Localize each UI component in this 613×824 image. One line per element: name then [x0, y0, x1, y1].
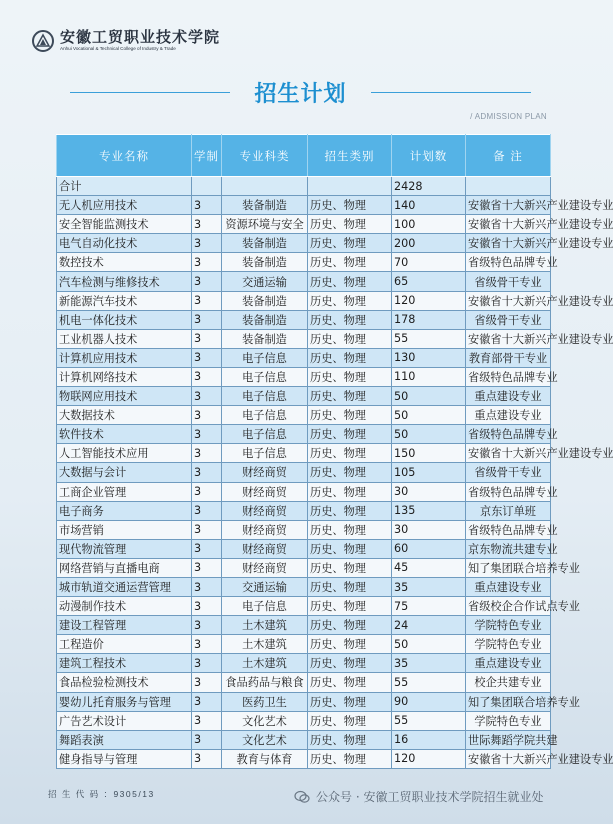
major-name-cell: 安全智能监测技术	[57, 215, 192, 234]
note-cell: 省级特色品牌专业	[466, 520, 551, 539]
note-cell: 省级骨干专业	[466, 463, 551, 482]
years-cell: 3	[192, 635, 222, 654]
major-name-cell: 舞蹈表演	[57, 730, 192, 749]
major-name-cell: 机电一体化技术	[57, 310, 192, 329]
note-cell: 安徽省十大新兴产业建设专业	[466, 329, 551, 348]
years-cell: 3	[192, 482, 222, 501]
major-name-cell: 工程造价	[57, 635, 192, 654]
major-name-cell: 网络营销与直播电商	[57, 558, 192, 577]
note-cell: 省级校企合作试点专业	[466, 597, 551, 616]
years-cell: 3	[192, 310, 222, 329]
plan-count-cell: 65	[392, 272, 466, 291]
admission-type-cell: 历史、物理	[308, 692, 392, 711]
category-cell: 装备制造	[222, 291, 308, 310]
title-divider-left	[70, 92, 230, 93]
table-row	[57, 196, 551, 215]
category-cell: 电子信息	[222, 425, 308, 444]
major-name-cell: 婴幼儿托育服务与管理	[57, 692, 192, 711]
years-cell: 3	[192, 711, 222, 730]
note-cell: 学院特色专业	[466, 635, 551, 654]
plan-count-cell: 50	[392, 635, 466, 654]
category-cell: 电子信息	[222, 387, 308, 406]
total-empty-cell	[192, 177, 222, 196]
note-cell: 重点建设专业	[466, 654, 551, 673]
years-cell: 3	[192, 348, 222, 367]
years-cell: 3	[192, 616, 222, 635]
table-row	[57, 329, 551, 348]
table-row	[57, 215, 551, 234]
table-row	[57, 558, 551, 577]
admission-type-cell: 历史、物理	[308, 310, 392, 329]
table-row	[57, 425, 551, 444]
major-name-cell: 电气自动化技术	[57, 234, 192, 253]
admission-type-cell: 历史、物理	[308, 673, 392, 692]
table-row	[57, 692, 551, 711]
category-cell: 财经商贸	[222, 558, 308, 577]
category-cell: 装备制造	[222, 329, 308, 348]
major-name-cell: 计算机应用技术	[57, 348, 192, 367]
years-cell: 3	[192, 444, 222, 463]
category-cell: 土木建筑	[222, 635, 308, 654]
category-cell: 文化艺术	[222, 711, 308, 730]
school-name-en: Anhui Vocational & Technical College of Industry & Trade	[60, 46, 176, 52]
table-row	[57, 673, 551, 692]
note-cell: 安徽省十大新兴产业建设专业	[466, 291, 551, 310]
major-name-cell: 动漫制作技术	[57, 597, 192, 616]
admission-type-cell: 历史、物理	[308, 539, 392, 558]
major-name-cell: 新能源汽车技术	[57, 291, 192, 310]
note-cell: 重点建设专业	[466, 387, 551, 406]
category-cell: 财经商贸	[222, 501, 308, 520]
note-cell: 安徽省十大新兴产业建设专业	[466, 749, 551, 768]
years-cell: 3	[192, 577, 222, 596]
header-note: 备 注	[466, 135, 551, 177]
plan-count-cell: 120	[392, 291, 466, 310]
admission-type-cell: 历史、物理	[308, 367, 392, 386]
category-cell: 文化艺术	[222, 730, 308, 749]
major-name-cell: 城市轨道交通运营管理	[57, 577, 192, 596]
note-cell: 安徽省十大新兴产业建设专业	[466, 234, 551, 253]
note-cell: 知了集团联合培养专业	[466, 692, 551, 711]
years-cell: 3	[192, 463, 222, 482]
note-cell: 重点建设专业	[466, 406, 551, 425]
note-cell: 重点建设专业	[466, 577, 551, 596]
years-cell: 3	[192, 387, 222, 406]
title-row	[0, 72, 601, 112]
note-cell: 安徽省十大新兴产业建设专业	[466, 196, 551, 215]
years-cell: 3	[192, 520, 222, 539]
category-cell: 电子信息	[222, 406, 308, 425]
plan-count-cell: 24	[392, 616, 466, 635]
years-cell: 3	[192, 730, 222, 749]
table-row	[57, 463, 551, 482]
plan-count-cell: 50	[392, 406, 466, 425]
years-cell: 3	[192, 234, 222, 253]
major-name-cell: 汽车检测与维修技术	[57, 272, 192, 291]
years-cell: 3	[192, 501, 222, 520]
major-name-cell: 物联网应用技术	[57, 387, 192, 406]
admission-type-cell: 历史、物理	[308, 520, 392, 539]
plan-count-cell: 35	[392, 577, 466, 596]
plan-count-cell: 200	[392, 234, 466, 253]
table-row	[57, 749, 551, 768]
header-count: 计划数	[392, 135, 466, 177]
plan-count-cell: 178	[392, 310, 466, 329]
admission-type-cell: 历史、物理	[308, 387, 392, 406]
category-cell: 交通运输	[222, 577, 308, 596]
major-name-cell: 软件技术	[57, 425, 192, 444]
school-name-cn: 安徽工贸职业技术学院	[60, 28, 221, 47]
admission-type-cell: 历史、物理	[308, 597, 392, 616]
admission-type-cell: 历史、物理	[308, 577, 392, 596]
table-row	[57, 654, 551, 673]
table-row	[57, 539, 551, 558]
admission-type-cell: 历史、物理	[308, 654, 392, 673]
category-cell: 资源环境与安全	[222, 215, 308, 234]
plan-count-cell: 60	[392, 539, 466, 558]
title-divider-right	[371, 92, 531, 93]
note-cell: 省级特色品牌专业	[466, 367, 551, 386]
header-category: 专业科类	[222, 135, 308, 177]
admission-type-cell: 历史、物理	[308, 635, 392, 654]
plan-count-cell: 100	[392, 215, 466, 234]
total-row	[57, 177, 551, 196]
major-name-cell: 数控技术	[57, 253, 192, 272]
table-row	[57, 387, 551, 406]
page-subtitle: / ADMISSION PLAN	[470, 112, 547, 121]
admission-type-cell: 历史、物理	[308, 444, 392, 463]
admission-type-cell: 历史、物理	[308, 463, 392, 482]
major-name-cell: 食品检验检测技术	[57, 673, 192, 692]
admission-type-cell: 历史、物理	[308, 482, 392, 501]
years-cell: 3	[192, 673, 222, 692]
major-name-cell: 无人机应用技术	[57, 196, 192, 215]
plan-count-cell: 45	[392, 558, 466, 577]
category-cell: 装备制造	[222, 196, 308, 215]
plan-count-cell: 90	[392, 692, 466, 711]
years-cell: 3	[192, 329, 222, 348]
plan-count-cell: 75	[392, 597, 466, 616]
total-empty-cell	[222, 177, 308, 196]
table-row	[57, 406, 551, 425]
category-cell: 装备制造	[222, 310, 308, 329]
watermark	[294, 788, 543, 805]
major-name-cell: 广告艺术设计	[57, 711, 192, 730]
category-cell: 土木建筑	[222, 654, 308, 673]
admission-code: 招 生 代 码 ：9305/13	[48, 789, 155, 799]
admission-type-cell: 历史、物理	[308, 215, 392, 234]
table-row	[57, 310, 551, 329]
major-name-cell: 建筑工程技术	[57, 654, 192, 673]
table-row	[57, 577, 551, 596]
admission-type-cell: 历史、物理	[308, 234, 392, 253]
category-cell: 教育与体育	[222, 749, 308, 768]
total-empty-cell	[466, 177, 551, 196]
years-cell: 3	[192, 253, 222, 272]
years-cell: 3	[192, 558, 222, 577]
admission-type-cell: 历史、物理	[308, 406, 392, 425]
major-name-cell: 工商企业管理	[57, 482, 192, 501]
plan-count-cell: 150	[392, 444, 466, 463]
years-cell: 3	[192, 406, 222, 425]
table-row	[57, 482, 551, 501]
category-cell: 电子信息	[222, 348, 308, 367]
plan-count-cell: 55	[392, 673, 466, 692]
plan-count-cell: 55	[392, 329, 466, 348]
table-row	[57, 234, 551, 253]
table-row	[57, 616, 551, 635]
major-name-cell: 健身指导与管理	[57, 749, 192, 768]
admission-type-cell: 历史、物理	[308, 425, 392, 444]
category-cell: 财经商贸	[222, 482, 308, 501]
table-row	[57, 291, 551, 310]
admission-plan-table	[56, 134, 613, 769]
plan-count-cell: 50	[392, 425, 466, 444]
table-row	[57, 253, 551, 272]
major-name-cell: 市场营销	[57, 520, 192, 539]
years-cell: 3	[192, 291, 222, 310]
plan-count-cell: 70	[392, 253, 466, 272]
plan-count-cell: 130	[392, 348, 466, 367]
admission-type-cell: 历史、物理	[308, 501, 392, 520]
category-cell: 医药卫生	[222, 692, 308, 711]
years-cell: 3	[192, 539, 222, 558]
table-row	[57, 272, 551, 291]
years-cell: 3	[192, 597, 222, 616]
note-cell: 世际舞蹈学院共建	[466, 730, 551, 749]
category-cell: 交通运输	[222, 272, 308, 291]
years-cell: 3	[192, 367, 222, 386]
header-years: 学制	[192, 135, 222, 177]
plan-count-cell: 120	[392, 749, 466, 768]
note-cell: 省级特色品牌专业	[466, 425, 551, 444]
major-name-cell: 建设工程管理	[57, 616, 192, 635]
category-cell: 土木建筑	[222, 616, 308, 635]
admission-type-cell: 历史、物理	[308, 253, 392, 272]
category-cell: 电子信息	[222, 367, 308, 386]
category-cell: 食品药品与粮食	[222, 673, 308, 692]
school-logo	[32, 26, 220, 56]
note-cell: 省级特色品牌专业	[466, 482, 551, 501]
plan-count-cell: 30	[392, 482, 466, 501]
plan-count-cell: 105	[392, 463, 466, 482]
major-name-cell: 大数据与会计	[57, 463, 192, 482]
admission-type-cell: 历史、物理	[308, 348, 392, 367]
table-row	[57, 711, 551, 730]
table-row	[57, 348, 551, 367]
note-cell: 校企共建专业	[466, 673, 551, 692]
plan-count-cell: 30	[392, 520, 466, 539]
category-cell: 财经商贸	[222, 463, 308, 482]
major-name-cell: 计算机网络技术	[57, 367, 192, 386]
header-major: 专业名称	[57, 135, 192, 177]
admission-type-cell: 历史、物理	[308, 272, 392, 291]
plan-count-cell: 140	[392, 196, 466, 215]
page-title: 招生计划	[254, 81, 347, 107]
table-row	[57, 635, 551, 654]
table-row	[57, 444, 551, 463]
note-cell: 省级骨干专业	[466, 272, 551, 291]
table-row	[57, 520, 551, 539]
major-name-cell: 人工智能技术应用	[57, 444, 192, 463]
table-row	[57, 730, 551, 749]
note-cell: 安徽省十大新兴产业建设专业	[466, 444, 551, 463]
table-header-row	[57, 135, 551, 177]
admission-type-cell: 历史、物理	[308, 616, 392, 635]
admission-type-cell: 历史、物理	[308, 329, 392, 348]
total-label: 合计	[57, 177, 192, 196]
category-cell: 财经商贸	[222, 520, 308, 539]
plan-count-cell: 135	[392, 501, 466, 520]
major-name-cell: 大数据技术	[57, 406, 192, 425]
admission-type-cell: 历史、物理	[308, 730, 392, 749]
major-name-cell: 电子商务	[57, 501, 192, 520]
years-cell: 3	[192, 692, 222, 711]
years-cell: 3	[192, 196, 222, 215]
note-cell: 学院特色专业	[466, 616, 551, 635]
table-row	[57, 597, 551, 616]
admission-type-cell: 历史、物理	[308, 291, 392, 310]
years-cell: 3	[192, 654, 222, 673]
category-cell: 电子信息	[222, 444, 308, 463]
category-cell: 装备制造	[222, 253, 308, 272]
category-cell: 电子信息	[222, 597, 308, 616]
note-cell: 教育部骨干专业	[466, 348, 551, 367]
table-row	[57, 501, 551, 520]
note-cell: 安徽省十大新兴产业建设专业	[466, 215, 551, 234]
admission-type-cell: 历史、物理	[308, 196, 392, 215]
plan-count-cell: 55	[392, 711, 466, 730]
note-cell: 学院特色专业	[466, 711, 551, 730]
plan-count-cell: 50	[392, 387, 466, 406]
major-name-cell: 现代物流管理	[57, 539, 192, 558]
table-row	[57, 367, 551, 386]
note-cell: 京东订单班	[466, 501, 551, 520]
years-cell: 3	[192, 749, 222, 768]
plan-count-cell: 35	[392, 654, 466, 673]
major-name-cell: 工业机器人技术	[57, 329, 192, 348]
admission-type-cell: 历史、物理	[308, 558, 392, 577]
years-cell: 3	[192, 272, 222, 291]
wechat-icon	[294, 789, 310, 805]
plan-count-cell: 110	[392, 367, 466, 386]
category-cell: 装备制造	[222, 234, 308, 253]
total-empty-cell	[308, 177, 392, 196]
category-cell: 财经商贸	[222, 539, 308, 558]
admission-type-cell: 历史、物理	[308, 749, 392, 768]
admission-type-cell: 历史、物理	[308, 711, 392, 730]
total-count: 2428	[392, 177, 466, 196]
note-cell: 省级骨干专业	[466, 310, 551, 329]
note-cell: 知了集团联合培养专业	[466, 558, 551, 577]
years-cell: 3	[192, 215, 222, 234]
watermark-text: 公众号 · 安徽工贸职业技术学院招生就业处	[316, 790, 544, 804]
note-cell: 省级特色品牌专业	[466, 253, 551, 272]
note-cell: 京东物流共建专业	[466, 539, 551, 558]
plan-count-cell: 16	[392, 730, 466, 749]
school-emblem-icon	[32, 30, 54, 52]
years-cell: 3	[192, 425, 222, 444]
header-type: 招生类别	[308, 135, 392, 177]
